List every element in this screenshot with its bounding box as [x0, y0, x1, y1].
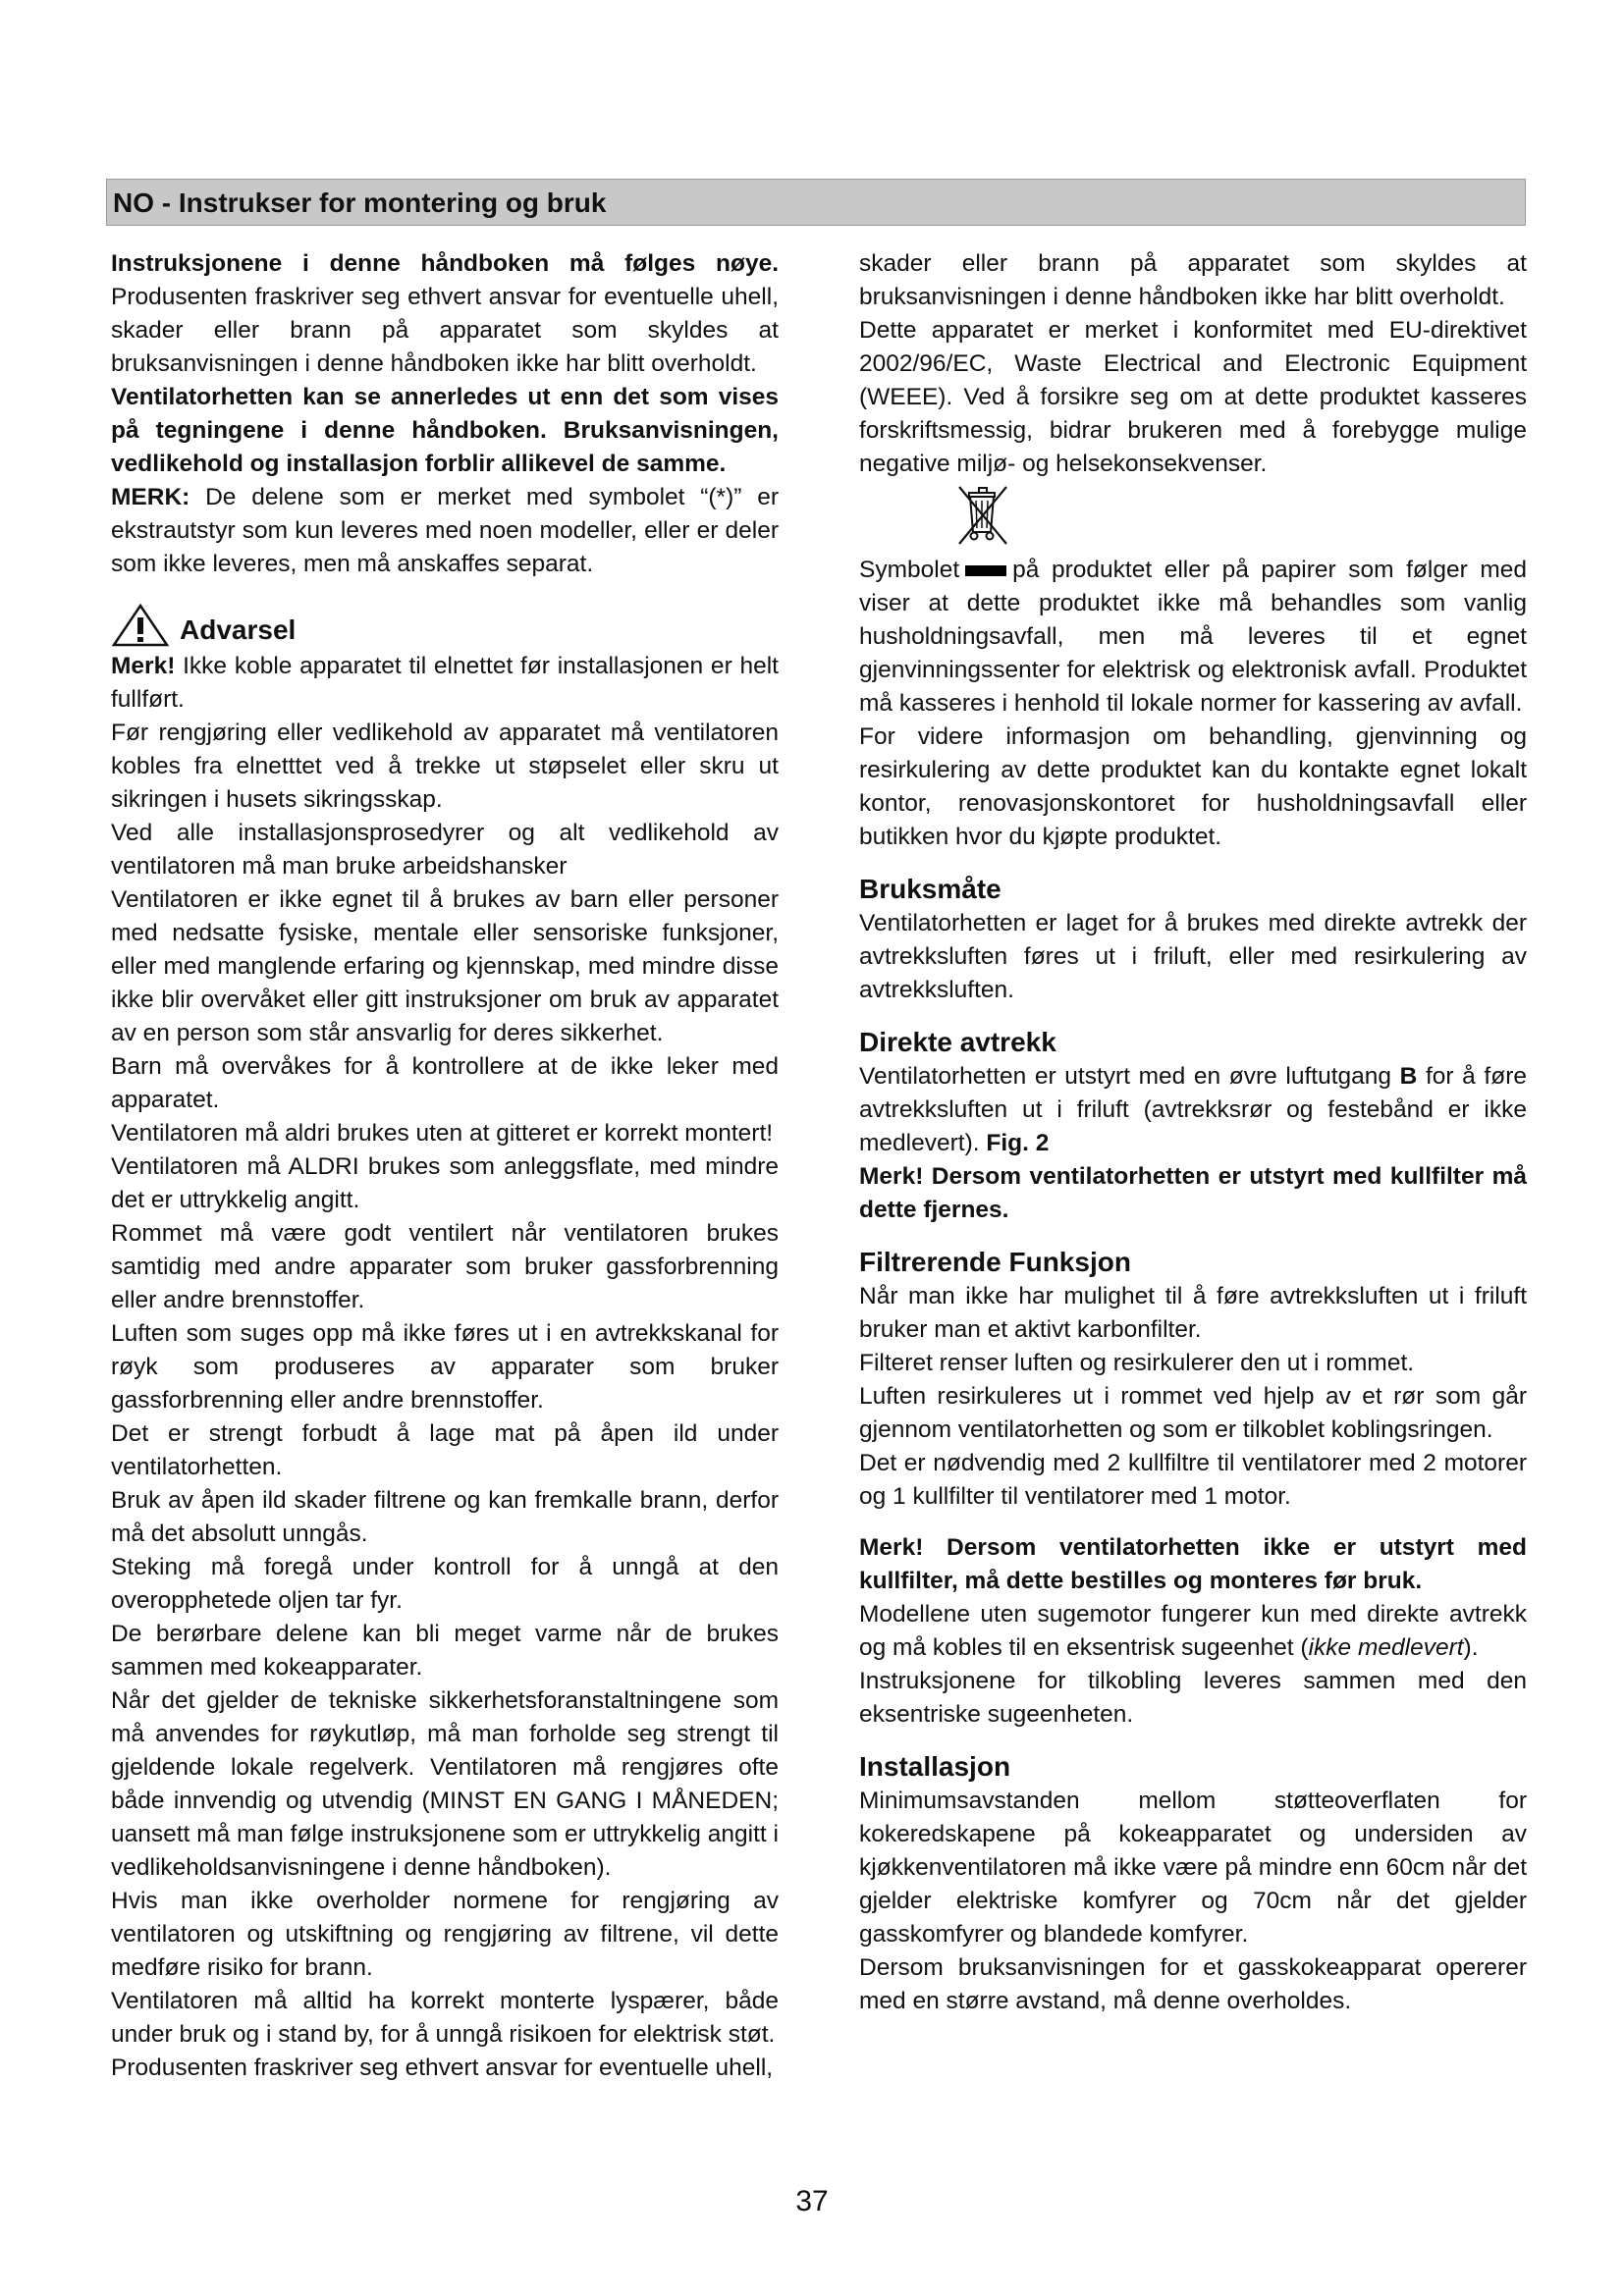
advarsel-paragraph-15: Hvis man ikke overholder normene for rengjøring av ventilatoren og utskiftning og rengjøring av filtrene, vil dette medføre risiko for brann.	[111, 1888, 779, 1981]
direkte-paragraph-1	[859, 1060, 1527, 1160]
advarsel-paragraph-16: Ventilatoren må alltid ha korrekt monterte lyspærer, både under bruk og i stand by, for å unngå risikoen for elektrisk støt.	[111, 1988, 779, 2048]
filtrerende-title: Filtrerende Funksjon	[859, 1247, 1131, 1277]
filtrerende-text-6-pre: Modellene uten sugemotor fungerer kun med direkte avtrekk og må kobles til en eksentrisk sugeenhet (	[859, 1601, 1527, 1661]
filtrerende-paragraph-5: Merk! Dersom ventilatorhetten ikke er utstyrt med kullfilter, må dette bestilles og monteres før bruk.	[859, 1534, 1527, 1594]
merk-label: MERK:	[111, 484, 190, 510]
intro-paragraph-2: Ventilatorhetten kan se annerledes ut enn det som vises på tegningene i denne håndboken. Bruksanvisningen, vedlikehold og installasjon forblir allikevel de samme.	[111, 384, 779, 477]
advarsel-paragraph-7: Ventilatoren må ALDRI brukes som anleggsflate, med mindre det er uttrykkelig angitt.	[111, 1153, 779, 1213]
installasjon-paragraph-2: Dersom bruksanvisningen for et gasskokeapparat opererer med en større avstand, må denne overholdes.	[859, 1954, 1527, 2014]
weee-text-2: på produktet eller på papirer som følger med viser at dette produktet ikke må behandles som vanlig husholdningsavfall, men må leveres til et egnet gjenvinningssenter for elektrisk og elektronisk avfall. Produktet må kasseres i henhold til lokale normer for kassering av avfall.	[859, 557, 1527, 717]
left-column	[111, 247, 779, 2085]
weee-symbol-label: Symbolet	[859, 557, 960, 583]
direkte-text-mid: for å føre avtrekksluften ut i friluft (avtrekksrør og festebånd er ikke medlevert).	[859, 1063, 1527, 1156]
filtrerende-paragraph-2: Filteret renser luften og resirkulerer den ut i rommet.	[859, 1350, 1415, 1376]
filtrerende-text-6-post: ).	[1463, 1634, 1479, 1661]
advarsel-paragraph-4: Ventilatoren er ikke egnet til å brukes av barn eller personer med nedsatte fysiske, mentale eller sensoriske funksjoner, eller med manglende erfaring og kjennskap, med mindre disse ikke blir overvåket eller gitt instruksjoner om bruk av apparatet av en person som står ansvarlig for deres sikkerhet.	[111, 886, 779, 1046]
direkte-paragraph-2: Merk! Dersom ventilatorhetten er utstyrt med kullfilter må dette fjernes.	[859, 1163, 1527, 1223]
weee-paragraph-3: For videre informasjon om behandling, gjenvinning og resirkulering av dette produktet kan du kontakte egnet lokalt kontor, renovasjonskontoret for husholdningsavfall eller butikken hvor du kjøpte produktet.	[859, 723, 1527, 850]
advarsel-paragraph-12: Steking må foregå under kontroll for å unngå at den overopphetede oljen tar fyr.	[111, 1554, 779, 1614]
section-title: NO - Instrukser for montering og bruk	[113, 187, 607, 218]
weee-paragraph-1: Dette apparatet er merket i konformitet med EU-direktivet 2002/96/EC, Waste Electrical and Electronic Equipment (WEEE). Ved å forsikre seg om at dette produktet kasseres forskriftsmessig, bidrar brukeren med å forebygge mulige negative miljø- og helsekonsekvenser.	[859, 317, 1527, 477]
advarsel-paragraph-13: De berørbare delene kan bli meget varme når de brukes sammen med kokeapparater.	[111, 1621, 779, 1681]
black-bar-symbol-icon	[965, 565, 1006, 576]
advarsel-paragraph-17: Produsenten fraskriver seg ethvert ansvar for eventuelle uhell,	[111, 2055, 774, 2081]
intro-text-1: Produsenten fraskriver seg ethvert ansvar for eventuelle uhell, skader eller brann på apparatet som skyldes at bruksanvisningen i denne håndboken ikke har blitt overholdt.	[111, 284, 779, 377]
bruksmate-title: Bruksmåte	[859, 874, 1001, 904]
advarsel-paragraph-9: Luften som suges opp må ikke føres ut i en avtrekkskanal for røyk som produseres av apparater som bruker gassforbrenning eller andre brennstoffer.	[111, 1320, 779, 1414]
advarsel-paragraph-14: Når det gjelder de tekniske sikkerhetsforanstaltningene som må anvendes for røykutløp, må man forholde seg strengt til gjeldende lokale regelverk. Ventilatoren må rengjøres ofte både innvendig og utvendig (MINST EN GANG I MÅNEDEN; uansett må man følge instruksjonene som er uttrykkelig angitt i vedlikeholdsanvisningene i denne håndboken).	[111, 1687, 779, 1881]
continued-paragraph: skader eller brann på apparatet som skyldes at bruksanvisningen i denne håndboken ikke har blitt overholdt.	[859, 250, 1527, 310]
advarsel-paragraph-8: Rommet må være godt ventilert når ventilatoren brukes samtidig med andre apparater som bruker gassforbrenning eller andre brennstoffer.	[111, 1220, 779, 1313]
filtrerende-text-6-italic: ikke medlevert	[1308, 1634, 1464, 1661]
advarsel-paragraph-5: Barn må overvåkes for å kontrollere at de ikke leker med apparatet.	[111, 1053, 779, 1113]
installasjon-title: Installasjon	[859, 1751, 1011, 1782]
right-column	[859, 247, 1527, 2018]
intro-paragraph-1	[111, 247, 779, 381]
direkte-avtrekk-title: Direkte avtrekk	[859, 1027, 1056, 1057]
bruksmate-paragraph-1: Ventilatorhetten er laget for å brukes med direkte avtrekk der avtrekksluften føres ut i friluft, eller med resirkulering av avtrekksluften.	[859, 910, 1527, 1003]
intro-paragraph-3	[111, 481, 779, 581]
advarsel-paragraph-11: Bruk av åpen ild skader filtrene og kan fremkalle brann, derfor må det absolutt unngås.	[111, 1487, 779, 1547]
installasjon-paragraph-1: Minimumsavstanden mellom støtteoverflaten for kokeredskapene på kokeapparatet og undersiden av kjøkkenventilatoren må ikke være på mindre enn 60cm når det gjelder elektriske komfyrer og 70cm når det gjelder gasskomfyrer og blandede komfyrer.	[859, 1788, 1527, 1948]
outlet-b-label: B	[1399, 1063, 1418, 1090]
advarsel-paragraph-2: Før rengjøring eller vedlikehold av apparatet må ventilatoren kobles fra elnetttet ved å trekke ut støpselet eller skru ut sikringen i husets sikringsskap.	[111, 720, 779, 813]
weee-icon-container	[859, 481, 1527, 554]
filtrerende-paragraph-1: Når man ikke har mulighet til å føre avtrekksluften ut i friluft bruker man et aktivt karbonfilter.	[859, 1283, 1527, 1343]
direkte-text-pre: Ventilatorhetten er utstyrt med en øvre luftutgang	[859, 1063, 1392, 1090]
weee-paragraph-2	[859, 554, 1527, 721]
advarsel-paragraph-6: Ventilatoren må aldri brukes uten at gitteret er korrekt montert!	[111, 1120, 774, 1147]
filtrerende-paragraph-6	[859, 1598, 1527, 1665]
advarsel-heading	[111, 603, 779, 648]
advarsel-text-1: Ikke koble apparatet til elnettet før installasjonen er helt fullført.	[111, 653, 779, 713]
merk-text: De delene som er merket med symbolet “(*)” er ekstrautstyr som kun leveres med noen modeller, eller er deler som ikke leveres, men må anskaffes separat.	[111, 484, 779, 577]
advarsel-paragraph-10: Det er strengt forbudt å lage mat på åpen ild under ventilatorhetten.	[111, 1420, 779, 1480]
crossed-bin-icon	[955, 485, 1010, 548]
intro-bold-lead: Instruksjonene i denne håndboken må følges nøye.	[111, 250, 779, 277]
advarsel-title: Advarsel	[180, 614, 297, 645]
fig-reference: Fig. 2	[986, 1130, 1050, 1156]
page-number: 37	[795, 2185, 829, 2217]
filtrerende-paragraph-3: Luften resirkuleres ut i rommet ved hjelp av et rør som går gjennom ventilatorhetten og som er tilkoblet koblingsringen.	[859, 1383, 1527, 1443]
advarsel-paragraph-1	[111, 650, 779, 717]
filtrerende-paragraph-4: Det er nødvendig med 2 kullfiltre til ventilatorer med 2 motorer og 1 kullfilter til ventilatorer med 1 motor.	[859, 1450, 1527, 1510]
filtrerende-paragraph-7: Instruksjonene for tilkobling leveres sammen med den eksentriske sugeenheten.	[859, 1668, 1527, 1728]
warning-triangle-icon	[111, 603, 170, 648]
merk-label-2: Merk!	[111, 653, 176, 679]
advarsel-paragraph-3: Ved alle installasjonsprosedyrer og alt vedlikehold av ventilatoren må man bruke arbeidshansker	[111, 820, 779, 880]
section-header-bar	[106, 179, 1526, 226]
